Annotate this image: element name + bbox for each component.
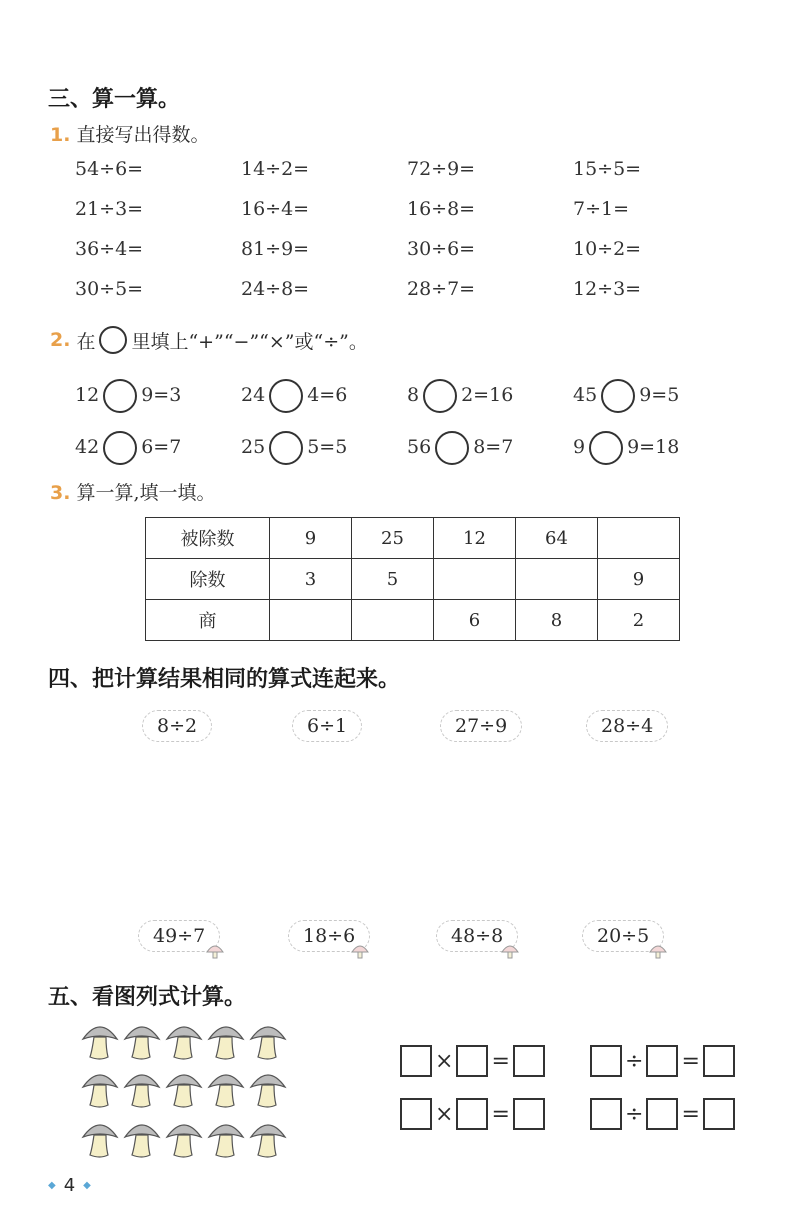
equation-mult-2 [400,1098,545,1130]
equation-div-2 [590,1098,735,1130]
answer-box[interactable] [400,1098,432,1130]
equation-div-1 [590,1045,735,1077]
q1-expr[interactable]: 21÷3= [75,198,144,220]
q2-heading [50,326,368,354]
mushroom-icon [648,940,668,964]
q2-item: 42 6=7 [75,431,241,465]
equals-sign: = [681,1101,700,1127]
q2-item: 9 9=18 [573,431,713,465]
q1-heading [50,120,209,147]
q1-expr[interactable]: 16÷4= [241,198,310,220]
answer-circle[interactable] [103,379,137,413]
divide-sign: ÷ [625,1048,644,1074]
q3-text: 算一算,填一填。 [76,482,216,504]
table-cell[interactable]: 9 [598,559,680,600]
times-sign: × [435,1048,454,1074]
q2-item: 24 4=6 [241,379,407,413]
match-bottom-item[interactable]: 48÷8 [436,920,518,952]
equals-sign: = [491,1048,510,1074]
q1-expr[interactable]: 30÷5= [75,278,144,300]
mushroom-icon [500,940,520,964]
table-cell[interactable]: 64 [516,518,598,559]
q1-expr[interactable]: 30÷6= [407,238,476,260]
q1-expr[interactable]: 72÷9= [407,158,476,180]
q1-expr[interactable]: 28÷7= [407,278,476,300]
table-cell[interactable]: 12 [434,518,516,559]
answer-circle[interactable] [269,431,303,465]
q1-expr[interactable]: 10÷2= [573,238,642,260]
table-cell[interactable] [598,518,680,559]
section3-title: 三、算一算。 [48,87,181,112]
table-cell[interactable]: 3 [270,559,352,600]
q1-number: 1. [50,124,71,146]
times-sign: × [435,1101,454,1127]
q2-item: 8 2=16 [407,379,573,413]
q3-number: 3. [50,482,71,504]
answer-box[interactable] [513,1098,545,1130]
q1-expr[interactable]: 15÷5= [573,158,642,180]
answer-box[interactable] [513,1045,545,1077]
q3-table [145,517,680,641]
table-cell[interactable]: 2 [598,600,680,641]
table-cell[interactable] [352,600,434,641]
equals-sign: = [491,1101,510,1127]
match-top-item[interactable]: 8÷2 [142,710,212,742]
match-top-item[interactable]: 6÷1 [292,710,362,742]
match-bottom-item[interactable]: 49÷7 [138,920,220,952]
mushroom-icon [205,940,225,964]
q2-post: 里填上“+”“−”“×”或“÷”。 [131,330,368,353]
table-cell[interactable]: 9 [270,518,352,559]
answer-box[interactable] [646,1098,678,1130]
q1-expr[interactable]: 36÷4= [75,238,144,260]
equals-sign: = [681,1048,700,1074]
table-cell[interactable] [434,559,516,600]
q2-item: 25 5=5 [241,431,407,465]
answer-box[interactable] [590,1045,622,1077]
q3-heading [50,478,216,505]
answer-box[interactable] [400,1045,432,1077]
section4-title: 四、把计算结果相同的算式连起来。 [48,667,401,692]
q2-item: 56 8=7 [407,431,573,465]
table-cell[interactable]: 6 [434,600,516,641]
match-top-item[interactable]: 28÷4 [586,710,668,742]
divide-sign: ÷ [625,1101,644,1127]
match-top-item[interactable]: 27÷9 [440,710,522,742]
q1-grid [75,158,715,318]
q1-expr[interactable]: 24÷8= [241,278,310,300]
equation-mult-1 [400,1045,545,1077]
answer-circle[interactable] [601,379,635,413]
dot-icon: ◆ [48,1180,56,1191]
answer-circle[interactable] [103,431,137,465]
table-cell[interactable]: 5 [352,559,434,600]
answer-circle[interactable] [435,431,469,465]
answer-circle[interactable] [589,431,623,465]
section5-title: 五、看图列式计算。 [48,985,247,1010]
answer-box[interactable] [703,1098,735,1130]
q1-expr[interactable]: 81÷9= [241,238,310,260]
q2-item: 12 9=3 [75,379,241,413]
q1-expr[interactable]: 12÷3= [573,278,642,300]
table-cell[interactable] [516,559,598,600]
dot-icon: ◆ [83,1180,91,1191]
circle-icon [99,326,127,354]
q2-pre: 在 [76,330,96,353]
page-number: 4 [63,1175,76,1196]
answer-box[interactable] [456,1098,488,1130]
q2-item: 45 9=5 [573,379,713,413]
table-header: 商 [146,600,270,641]
q2-grid [75,370,715,474]
page-footer [48,1175,91,1196]
table-cell[interactable]: 8 [516,600,598,641]
table-header: 除数 [146,559,270,600]
table-cell[interactable] [270,600,352,641]
mushroom-icon [350,940,370,964]
answer-box[interactable] [703,1045,735,1077]
answer-box[interactable] [590,1098,622,1130]
mushroom-picture [75,1015,295,1169]
match-bottom-item[interactable]: 18÷6 [288,920,370,952]
q1-expr[interactable]: 16÷8= [407,198,476,220]
answer-box[interactable] [646,1045,678,1077]
match-bottom-item[interactable]: 20÷5 [582,920,664,952]
q2-number: 2. [50,329,71,351]
table-cell[interactable]: 25 [352,518,434,559]
q1-text: 直接写出得数。 [76,124,210,146]
q1-expr[interactable]: 14÷2= [241,158,310,180]
table-header: 被除数 [146,518,270,559]
answer-circle[interactable] [423,379,457,413]
answer-circle[interactable] [269,379,303,413]
q1-expr[interactable]: 7÷1= [573,198,630,220]
answer-box[interactable] [456,1045,488,1077]
q1-expr[interactable]: 54÷6= [75,158,144,180]
